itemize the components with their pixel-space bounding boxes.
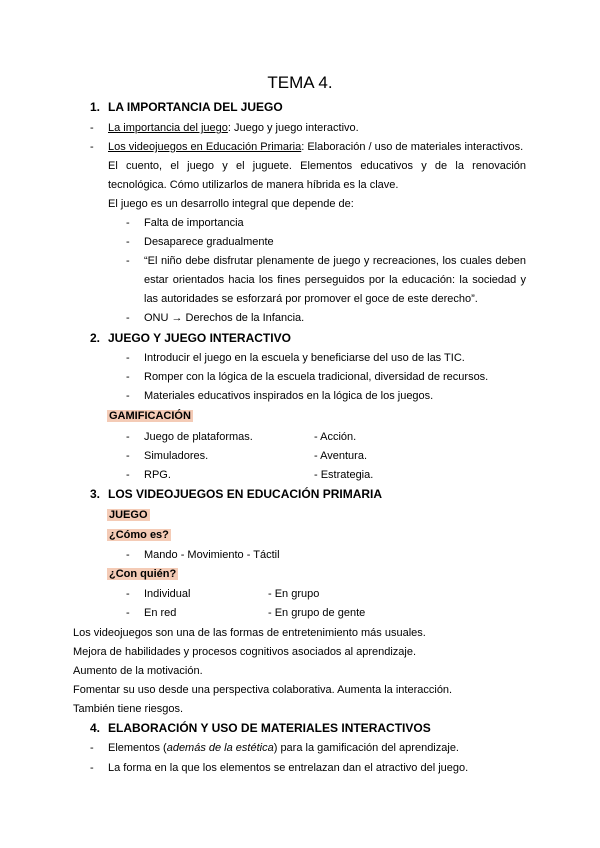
s1-bullet-1: La importancia del juego: Juego y juego interactivo. bbox=[108, 122, 359, 134]
juego-label: JUEGO bbox=[109, 509, 148, 521]
s3-paragraph: También tiene riesgos. bbox=[73, 703, 184, 715]
gamificacion-label: GAMIFICACIÓN bbox=[109, 410, 191, 422]
s1-sub-3-line-1: “El niño debe disfrutar plenamente de juego y recreaciones, los cuales deben bbox=[144, 255, 526, 267]
s1-bullet-2: Los videojuegos en Educación Primaria: Elaboración / uso de materiales interactivos. bbox=[108, 141, 524, 153]
s1-sub-3-line-3: las autoridades se esforzará por promover el goce de este derecho”. bbox=[144, 293, 478, 305]
como-item: Mando - Movimiento - Táctil bbox=[144, 549, 280, 561]
dash: - bbox=[126, 217, 130, 229]
s1-bullet-2-line-2: El cuento, el juego y el juguete. Elementos educativos y de la renovación bbox=[108, 160, 526, 172]
s3-paragraph: Fomentar su uso desde una perspectiva colaborativa. Aumenta la interacción. bbox=[73, 684, 453, 696]
gam-item-left: RPG. bbox=[144, 469, 171, 481]
s3-paragraph: Los videojuegos son una de las formas de entretenimiento más usuales. bbox=[73, 627, 426, 639]
s2-bullet-1: Introducir el juego en la escuela y beneficiarse del uso de las TIC. bbox=[144, 352, 465, 364]
quien-item-right: - En grupo de gente bbox=[268, 607, 366, 619]
s3-paragraph: Mejora de habilidades y procesos cognitivos asociados al aprendizaje. bbox=[73, 646, 417, 658]
gam-item-left: Juego de plataformas. bbox=[144, 431, 253, 443]
quien-label: ¿Con quién? bbox=[109, 568, 177, 580]
s3-paragraph: Aumento de la motivación. bbox=[73, 665, 203, 677]
dash: - bbox=[126, 431, 130, 443]
dash: - bbox=[126, 450, 130, 462]
quien-item-left: En red bbox=[144, 607, 177, 619]
quien-item-left: Individual bbox=[144, 588, 191, 600]
dash: - bbox=[126, 549, 130, 561]
page-title: TEMA 4. bbox=[267, 73, 333, 92]
dash: - bbox=[90, 122, 94, 134]
dash: - bbox=[126, 607, 130, 619]
s1-bullet-2-line-4: El juego es un desarrollo integral que depende de: bbox=[108, 198, 354, 210]
section-2-heading: 2. JUEGO Y JUEGO INTERACTIVO bbox=[90, 331, 291, 345]
section-4-heading: 4. ELABORACIÓN Y USO DE MATERIALES INTERACTIVOS bbox=[90, 721, 431, 735]
dash: - bbox=[126, 371, 130, 383]
dash: - bbox=[126, 236, 130, 248]
dash: - bbox=[90, 762, 94, 774]
s4-bullet-2: La forma en la que los elementos se entrelazan dan el atractivo del juego. bbox=[108, 762, 469, 774]
section-1-heading: 1. LA IMPORTANCIA DEL JUEGO bbox=[90, 100, 283, 114]
section-3-heading: 3. LOS VIDEOJUEGOS EN EDUCACIÓN PRIMARIA bbox=[90, 487, 383, 501]
s2-bullet-3: Materiales educativos inspirados en la lógica de los juegos. bbox=[144, 390, 434, 402]
s4-bullet-1: Elementos (además de la estética) para la gamificación del aprendizaje. bbox=[108, 742, 459, 754]
s1-sub-1: Falta de importancia bbox=[144, 217, 244, 229]
como-label: ¿Cómo es? bbox=[109, 529, 169, 541]
dash: - bbox=[126, 312, 130, 324]
gam-item-right: - Estrategia. bbox=[314, 469, 374, 481]
gam-item-left: Simuladores. bbox=[144, 450, 209, 462]
dash: - bbox=[126, 390, 130, 402]
dash: - bbox=[126, 352, 130, 364]
s1-bullet-2-line-3: tecnológica. Cómo utilizarlos de manera híbrida es la clave. bbox=[108, 179, 399, 191]
s1-sub-2: Desaparece gradualmente bbox=[144, 236, 274, 248]
dash: - bbox=[126, 255, 130, 267]
s1-sub-3-line-2: estar orientados hacia los fines perseguidos por la educación: la sociedad y bbox=[144, 274, 526, 286]
gam-item-right: - Aventura. bbox=[314, 450, 367, 462]
dash: - bbox=[90, 742, 94, 754]
dash: - bbox=[126, 469, 130, 481]
dash: - bbox=[126, 588, 130, 600]
gam-item-right: - Acción. bbox=[314, 431, 357, 443]
s1-sub-4: ONU → Derechos de la Infancia. bbox=[144, 312, 305, 324]
quien-item-right: - En grupo bbox=[268, 588, 320, 600]
dash: - bbox=[90, 141, 94, 153]
s2-bullet-2: Romper con la lógica de la escuela tradicional, diversidad de recursos. bbox=[144, 371, 489, 383]
